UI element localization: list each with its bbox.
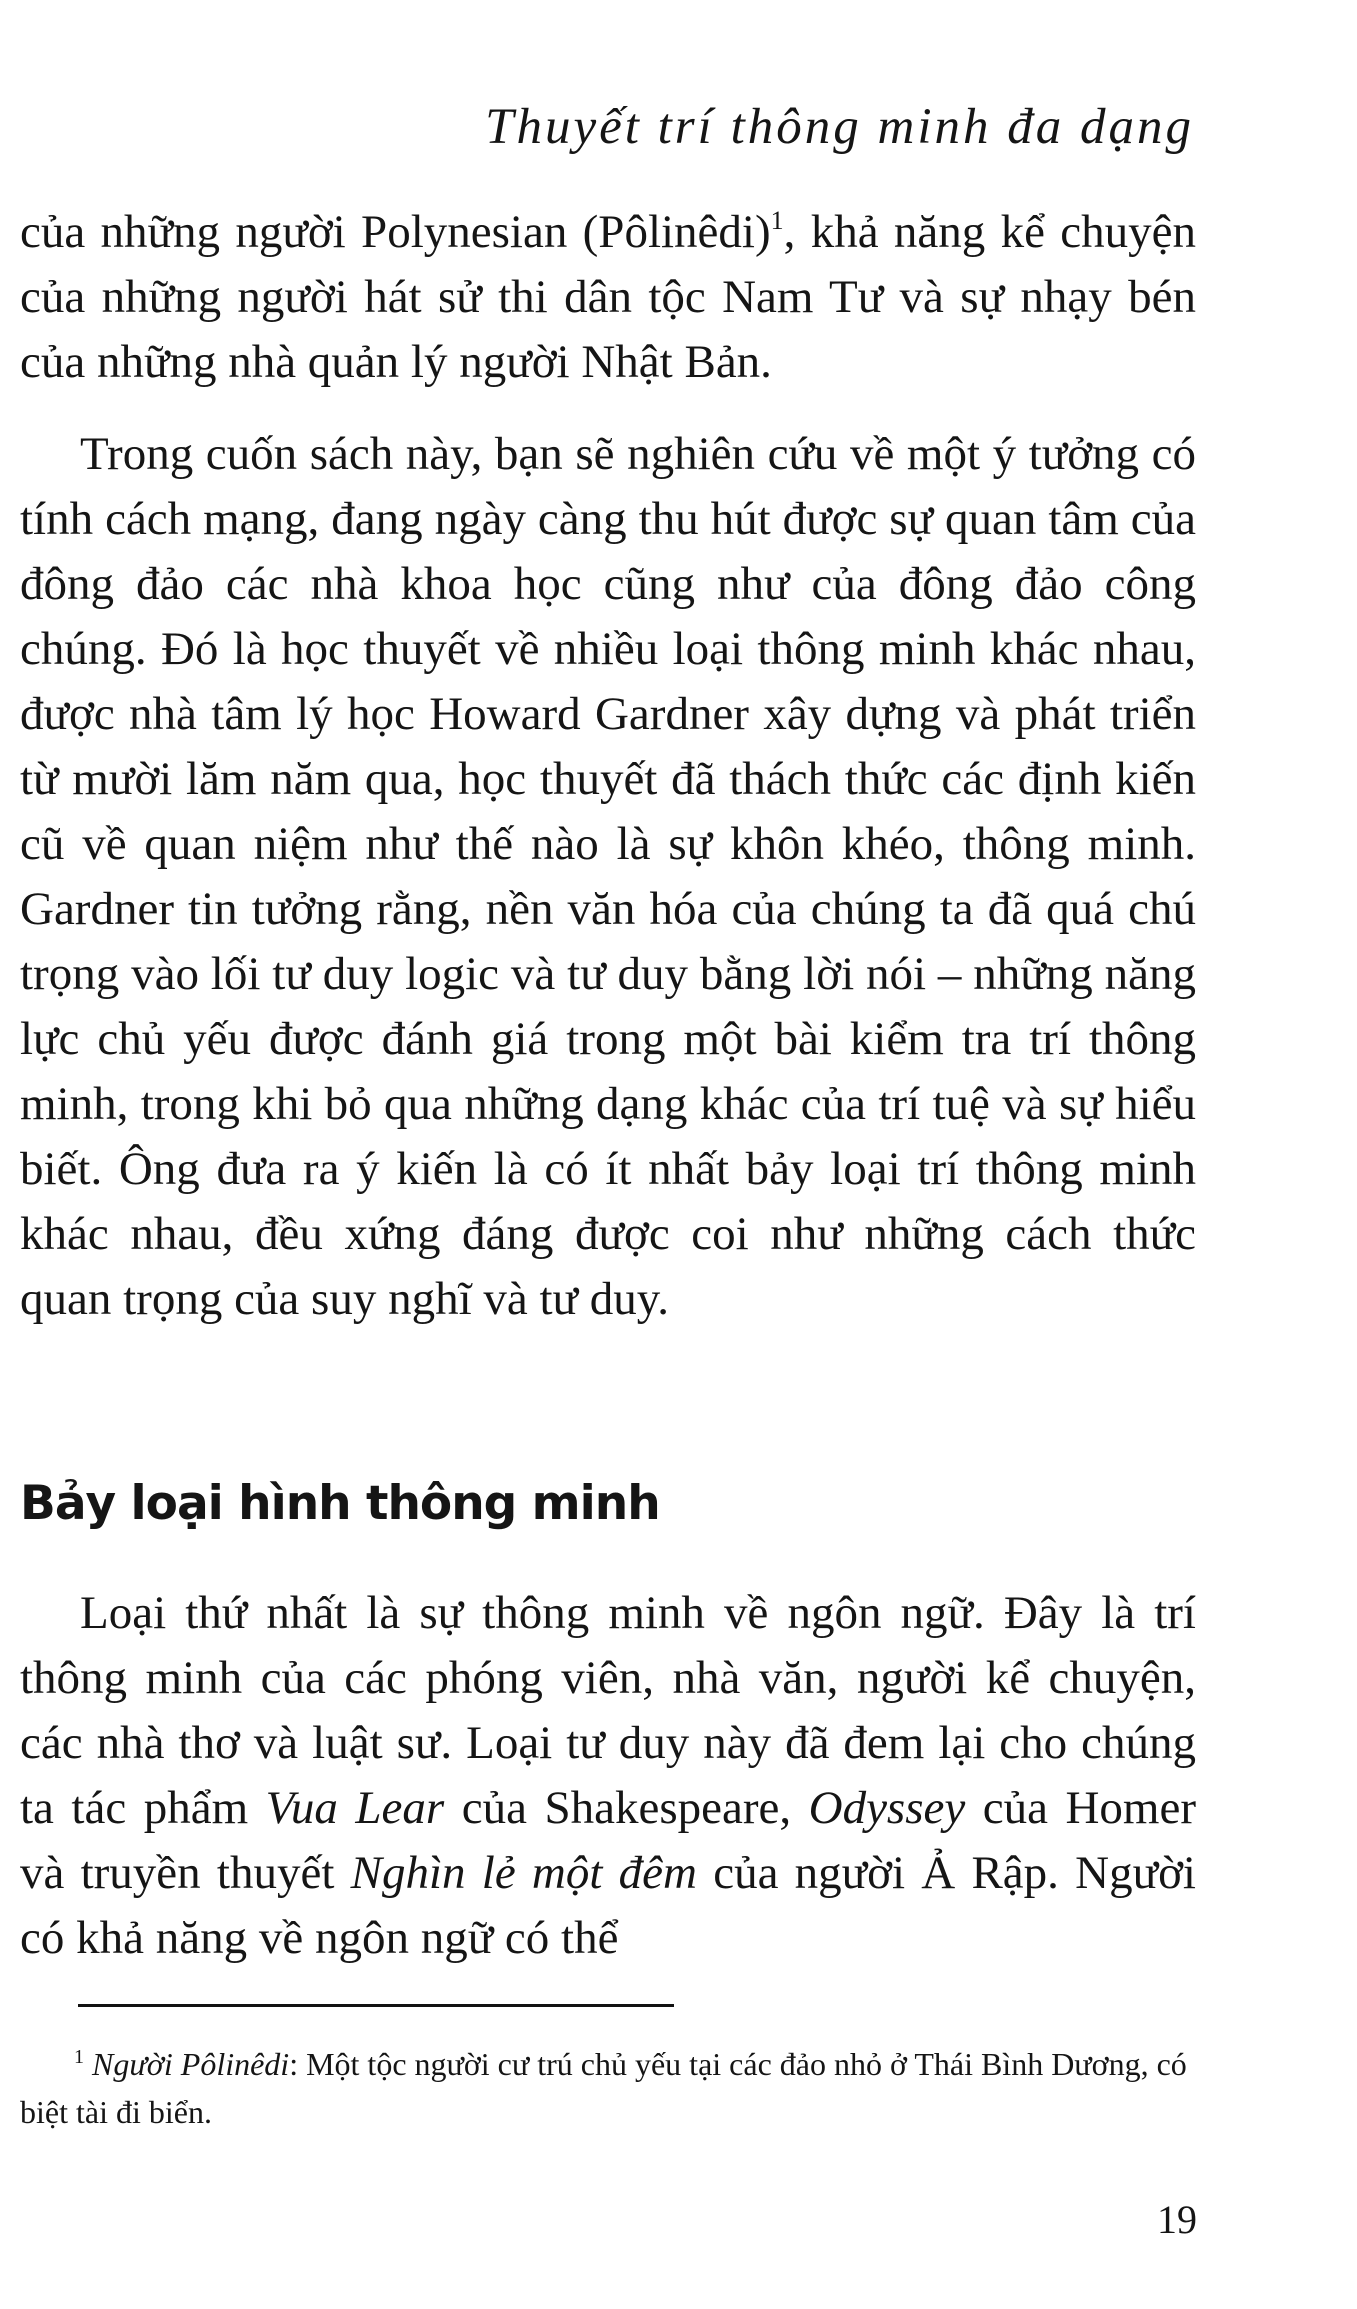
footnote-term: Người Pôlinêdi <box>92 2046 290 2082</box>
paragraph-3-text-3: của Homer và truyền thuyết <box>20 1782 1197 1899</box>
paragraph-3-text-4: của người Ả Rập. Người có khả năng về ngôn ngữ có thể <box>20 1847 1196 1964</box>
running-head: Thuyết trí thông minh đa dạng <box>485 99 1194 155</box>
book-title-arabian-nights: Nghìn lẻ một đêm <box>350 1847 697 1899</box>
footnote-marker: 1 <box>74 2046 84 2068</box>
section-heading: Bảy loại hình thông minh <box>20 1476 660 1531</box>
footnote <box>20 2040 1196 2136</box>
paragraph-1 <box>20 200 1196 395</box>
footnote-text: : Một tộc người cư trú chủ yếu tại các đảo nhỏ ở Thái Bình Dương, có biệt tài đi biển. <box>20 2046 1187 2130</box>
paragraph-2: Trong cuốn sách này, bạn sẽ nghiên cứu về một ý tưởng có tính cách mạng, đang ngày càng thu hút được sự quan tâm của đông đảo các nhà khoa học cũng như của đông đảo công chúng. Đó là học thuyết về nhiều loại thông minh khác nhau, được nhà tâm lý học Howard Gardner xây dựng và phát triển từ mười lăm năm qua, học thuyết đã thách thức các định kiến cũ về quan niệm như thế nào là sự khôn khéo, thông minh. Gardner tin tưởng rằng, nền văn hóa của chúng ta đã quá chú trọng vào lối tư duy logic và tư duy bằng lời nói – những năng lực chủ yếu được đánh giá trong một bài kiểm tra trí thông minh, trong khi bỏ qua những dạng khác của trí tuệ và sự hiểu biết. Ông đưa ra ý kiến là có ít nhất bảy loại trí thông minh khác nhau, đều xứng đáng được coi như những cách thức quan trọng của suy nghĩ và tư duy. <box>20 428 1196 1325</box>
paragraph-1-text-after: , khả năng kể chuyện của những người hát sử thi dân tộc Nam Tư và sự nhạy bén của những nhà quản lý người Nhật Bản. <box>20 206 1196 388</box>
paragraph-3-text-1: Loại thứ nhất là sự thông minh về ngôn ngữ. Đây là trí thông minh của các phóng viên, nhà văn, người kể chuyện, các nhà thơ và luật sư. Loại tư duy này đã đem lại cho chúng ta tác phẩm <box>20 1587 1196 1834</box>
paragraph-1-text-before: của những người Polynesian (Pôlinêdi) <box>20 206 771 258</box>
paragraph-3 <box>20 1581 1196 1971</box>
book-title-odyssey: Odyssey <box>808 1782 966 1834</box>
book-title-king-lear: Vua Lear <box>265 1782 445 1834</box>
footnote-reference: 1 <box>770 206 784 235</box>
footnote-divider <box>78 2004 674 2007</box>
page-number: 19 <box>1157 2197 1197 2242</box>
paragraph-3-text-2: của Shakespeare, <box>444 1782 809 1834</box>
